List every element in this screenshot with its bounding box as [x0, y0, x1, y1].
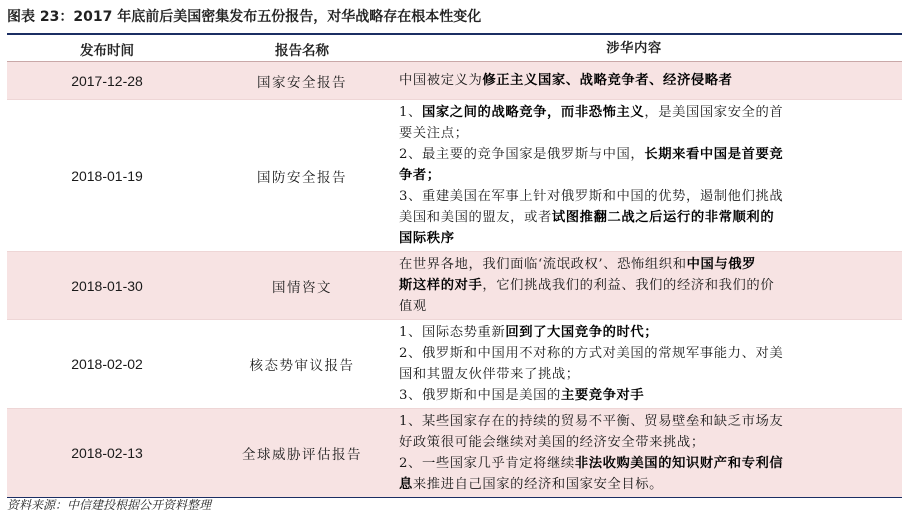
table-row — [7, 319, 902, 408]
content-text: 中国被定义为 — [399, 73, 483, 88]
content-line — [399, 453, 869, 474]
content-text: 美国和美国的盟友，或者 — [399, 210, 552, 225]
emphasis-text: 中国与俄罗 — [686, 257, 757, 272]
content-line — [399, 165, 869, 186]
content-line — [399, 254, 869, 275]
table-row — [7, 408, 902, 497]
cell-content — [397, 411, 889, 495]
content-text: 值观 — [399, 299, 427, 314]
cell-report-name: 国家安全报告 — [257, 74, 347, 91]
content-text: 在世界各地，我们面临‘流氓政权’、恐怖组织和 — [399, 257, 687, 272]
content-text: 2、最主要的竞争国家是俄罗斯与中国， — [399, 147, 645, 162]
content-line — [399, 296, 869, 317]
cell-date: 2018-01-19 — [71, 167, 143, 184]
content-line — [399, 123, 869, 144]
emphasis-text: 非法收购美国的知识财产和专利信 — [574, 456, 784, 471]
cell-report-name: 国防安全报告 — [257, 169, 347, 186]
header-content: 涉华内容 — [606, 41, 662, 56]
content-line — [399, 432, 869, 453]
emphasis-text: 回到了大国竞争的时代； — [505, 325, 659, 340]
table-row — [7, 62, 902, 99]
content-text: 来推进自己国家的经济和国家安全目标。 — [412, 477, 664, 492]
content-line — [399, 228, 869, 249]
content-text: 国和其盟友伙伴带来了挑战； — [399, 367, 580, 382]
content-line — [399, 364, 869, 385]
content-text: 3、俄罗斯和中国是美国的 — [399, 388, 561, 403]
content-text: 1、 — [399, 105, 422, 120]
cell-report-name: 核态势审议报告 — [249, 358, 355, 374]
content-line — [399, 474, 869, 495]
emphasis-text: 修正主义国家、战略竞争者、经济侵略者 — [482, 73, 733, 88]
figure-title: 图表 23：2017 年底前后美国密集发布五份报告，对华战略存在根本性变化 — [7, 9, 482, 25]
emphasis-text: 国际秩序 — [399, 231, 455, 246]
emphasis-text: 国家之间的战略竞争，而非恐怖主义 — [421, 105, 645, 120]
content-line — [399, 343, 869, 364]
cell-date: 2018-02-02 — [71, 356, 143, 372]
content-line — [399, 275, 869, 296]
content-text: 3、重建美国在军事上针对俄罗斯和中国的优势，遏制他们挑战 — [399, 189, 784, 204]
cell-content — [397, 254, 889, 317]
content-line — [399, 144, 869, 165]
emphasis-text: 斯这样的对手 — [399, 278, 483, 293]
content-text: 要关注点； — [399, 126, 469, 141]
content-line — [399, 70, 869, 91]
emphasis-text: 长期来看中国是首要竞 — [644, 147, 784, 162]
content-text: 1、国际态势重新 — [399, 325, 506, 340]
table-row — [7, 99, 902, 251]
content-line — [399, 102, 869, 123]
title-divider — [7, 33, 902, 35]
content-text: 2、俄罗斯和中国用不对称的方式对美国的常规军事能力、对美 — [399, 346, 784, 361]
table-header-row — [7, 36, 902, 62]
table-row — [7, 251, 902, 319]
cell-date: 2018-02-13 — [71, 445, 143, 461]
report-table — [7, 36, 902, 498]
source-note: 资料来源：中信建投根据公开资料整理 — [7, 498, 212, 512]
table-body — [7, 62, 902, 497]
cell-content — [397, 102, 889, 249]
content-text: 1、某些国家存在的持续的贸易不平衡、贸易壁垒和缺乏市场友 — [399, 414, 784, 429]
emphasis-text: 试图推翻二战之后运行的非常顺利的 — [551, 210, 775, 225]
cell-content — [397, 322, 889, 406]
cell-report-name: 国情咨文 — [272, 279, 332, 296]
content-line — [399, 411, 869, 432]
content-line — [399, 207, 869, 228]
emphasis-text: 主要竞争对手 — [560, 388, 645, 403]
content-line — [399, 322, 869, 343]
emphasis-text: 争者； — [399, 168, 441, 183]
content-text: ，它们挑战我们的利益、我们的经济和我们的价 — [482, 278, 775, 293]
content-text: ，是美国国家安全的首 — [644, 105, 784, 120]
content-line — [399, 186, 869, 207]
header-name: 报告名称 — [275, 42, 329, 59]
content-line — [399, 385, 869, 406]
content-text: 好政策很可能会继续对美国的经济安全带来挑战； — [399, 435, 705, 450]
header-date: 发布时间 — [80, 42, 134, 59]
emphasis-text: 息 — [399, 477, 413, 492]
cell-date: 2018-01-30 — [71, 277, 143, 294]
content-text: 2、一些国家几乎肯定将继续 — [399, 456, 575, 471]
cell-report-name: 全球威胁评估报告 — [242, 447, 362, 463]
cell-content — [397, 70, 889, 91]
cell-date: 2017-12-28 — [71, 72, 143, 89]
